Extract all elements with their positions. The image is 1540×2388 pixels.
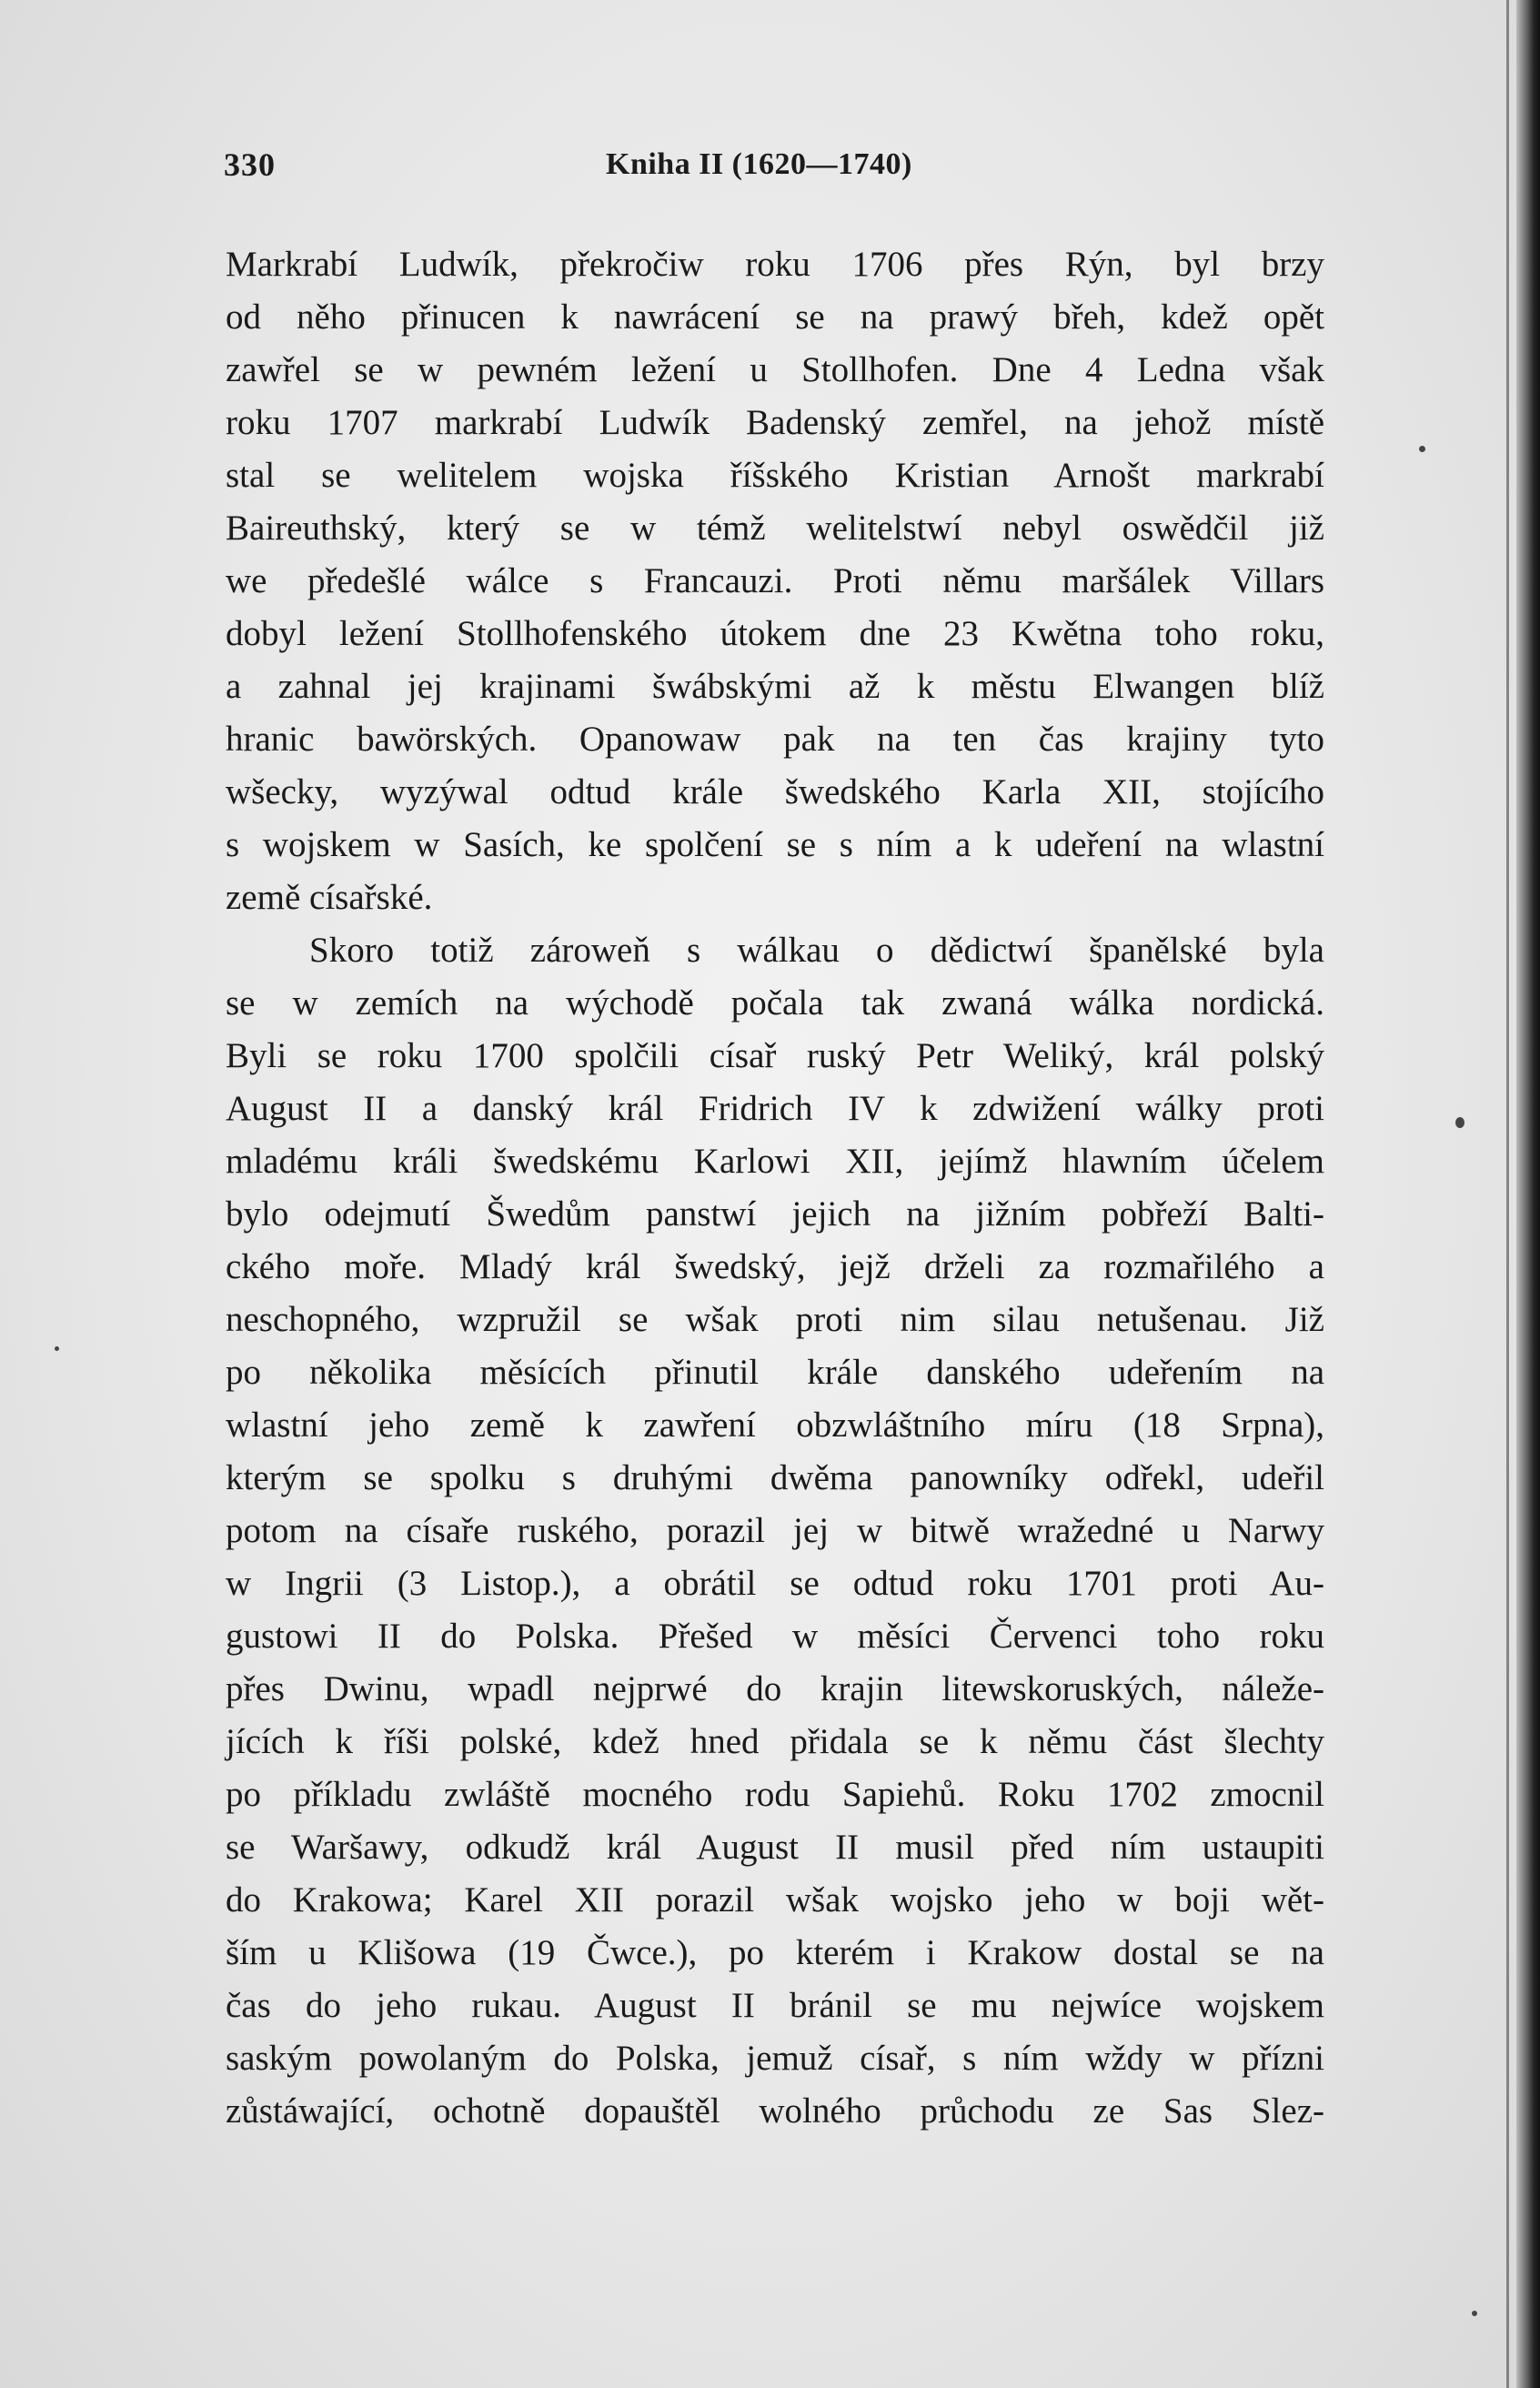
text-line: ším u Klišowa (19 Čwce.), po kterém i Krakow dostal se na — [226, 1933, 1324, 1972]
text-line: zawřel se w pewném ležení u Stollhofen. Dne 4 Ledna však — [226, 350, 1324, 389]
body-text — [226, 238, 1324, 2138]
text-line: dobyl ležení Stollhofenského útokem dne 23 Kwětna toho roku, — [226, 614, 1324, 653]
text-line: čas do jeho rukau. August II bránil se mu nejwíce wojskem — [226, 1986, 1324, 2025]
text-line: wlastní jeho země k zawření obzwláštního míru (18 Srpna), — [226, 1406, 1324, 1445]
text-line: do Krakowa; Karel XII porazil wšak wojsko jeho w boji wět- — [226, 1880, 1324, 1919]
page-edge-line — [1506, 0, 1509, 2388]
text-line: po několika měsících přinutil krále danského udeřením na — [226, 1353, 1324, 1392]
page-number: 330 — [224, 146, 276, 183]
text-line: kterým se spolku s druhými dwěma panowníky odřekl, udeřil — [226, 1458, 1324, 1497]
paragraph — [226, 238, 1324, 924]
text-line: bylo odejmutí Šwedům panstwí jejich na jižním pobřeží Balti- — [226, 1194, 1324, 1234]
scan-speck — [1419, 446, 1425, 452]
text-line: od něho přinucen k nawrácení se na prawý břeh, kdež opět — [226, 297, 1324, 337]
text-line: Byli se roku 1700 spolčili císař ruský Petr Weliký, král polský — [226, 1036, 1324, 1075]
running-head: Kniha II (1620—1740) — [606, 147, 912, 181]
text-line: přes Dwinu, wpadl nejprwé do krajin litewskoruských, náleže- — [226, 1669, 1324, 1708]
text-line: potom na císaře ruského, porazil jej w bitwě wražedné u Narwy — [226, 1511, 1324, 1550]
text-line: hranic bawörských. Opanowaw pak na ten čas krajiny tyto — [226, 720, 1324, 759]
text-line: mladému králi šwedskému Karlowi XII, jejímž hlawním účelem — [226, 1142, 1324, 1181]
text-line: jících k říši polské, kdež hned přidala se k němu část šlechty — [226, 1722, 1324, 1761]
text-line: Markrabí Ludwík, překročiw roku 1706 přes Rýn, byl brzy — [226, 245, 1324, 284]
text-line: stal se welitelem wojska říšského Kristian Arnošt markrabí — [226, 456, 1324, 495]
text-line: wšecky, wyzýwal odtud krále šwedského Karla XII, stojícího — [226, 772, 1324, 811]
text-line: saským powolaným do Polska, jemuž císař, s ním wždy w přízni — [226, 2039, 1324, 2078]
text-line: Skoro totiž zároweň s wálkau o dědictwí španělské byla — [309, 931, 1324, 970]
scan-speck — [55, 1346, 59, 1351]
text-line: ckého moře. Mladý král šwedský, jejž drželi za rozmařilého a — [226, 1247, 1324, 1286]
text-line: země císařské. — [226, 878, 433, 917]
text-line: w Ingrii (3 Listop.), a obrátil se odtud roku 1701 proti Au- — [226, 1564, 1324, 1603]
scan-speck — [1472, 2311, 1477, 2316]
page-header — [224, 146, 1324, 182]
text-line: gustowi II do Polska. Přešed w měsíci Červenci toho roku — [226, 1617, 1324, 1656]
text-line: we předešlé wálce s Francauzi. Proti němu maršálek Villars — [226, 561, 1324, 600]
text-line: Baireuthský, který se w témž welitelstwí nebyl oswědčil již — [226, 509, 1324, 548]
text-line: se w zemích na wýchodě počala tak zwaná wálka nordická. — [226, 983, 1324, 1023]
text-line: po příkladu zwláště mocného rodu Sapiehů. Roku 1702 zmocnil — [226, 1775, 1324, 1814]
text-line: s wojskem w Sasích, ke spolčení se s ním a k udeření na wlastní — [226, 825, 1324, 864]
text-line: a zahnal jej krajinami šwábskými až k městu Elwangen blíž — [226, 667, 1324, 706]
text-line: se Waršawy, odkudž král August II musil před ním ustaupiti — [226, 1828, 1324, 1867]
text-line: zůstáwající, ochotně dopauštěl wolného průchodu ze Sas Slez- — [226, 2091, 1324, 2131]
text-line: neschopného, wzpružil se wšak proti nim silau netušenau. Již — [226, 1300, 1324, 1339]
paragraph — [226, 924, 1324, 2138]
scan-speck — [1455, 1117, 1465, 1128]
text-line: roku 1707 markrabí Ludwík Badenský zemřel, na jehož místě — [226, 403, 1324, 442]
text-line: August II a danský král Fridrich IV k zdwižení wálky proti — [226, 1089, 1324, 1128]
page-edge-shadow — [1516, 0, 1540, 2388]
